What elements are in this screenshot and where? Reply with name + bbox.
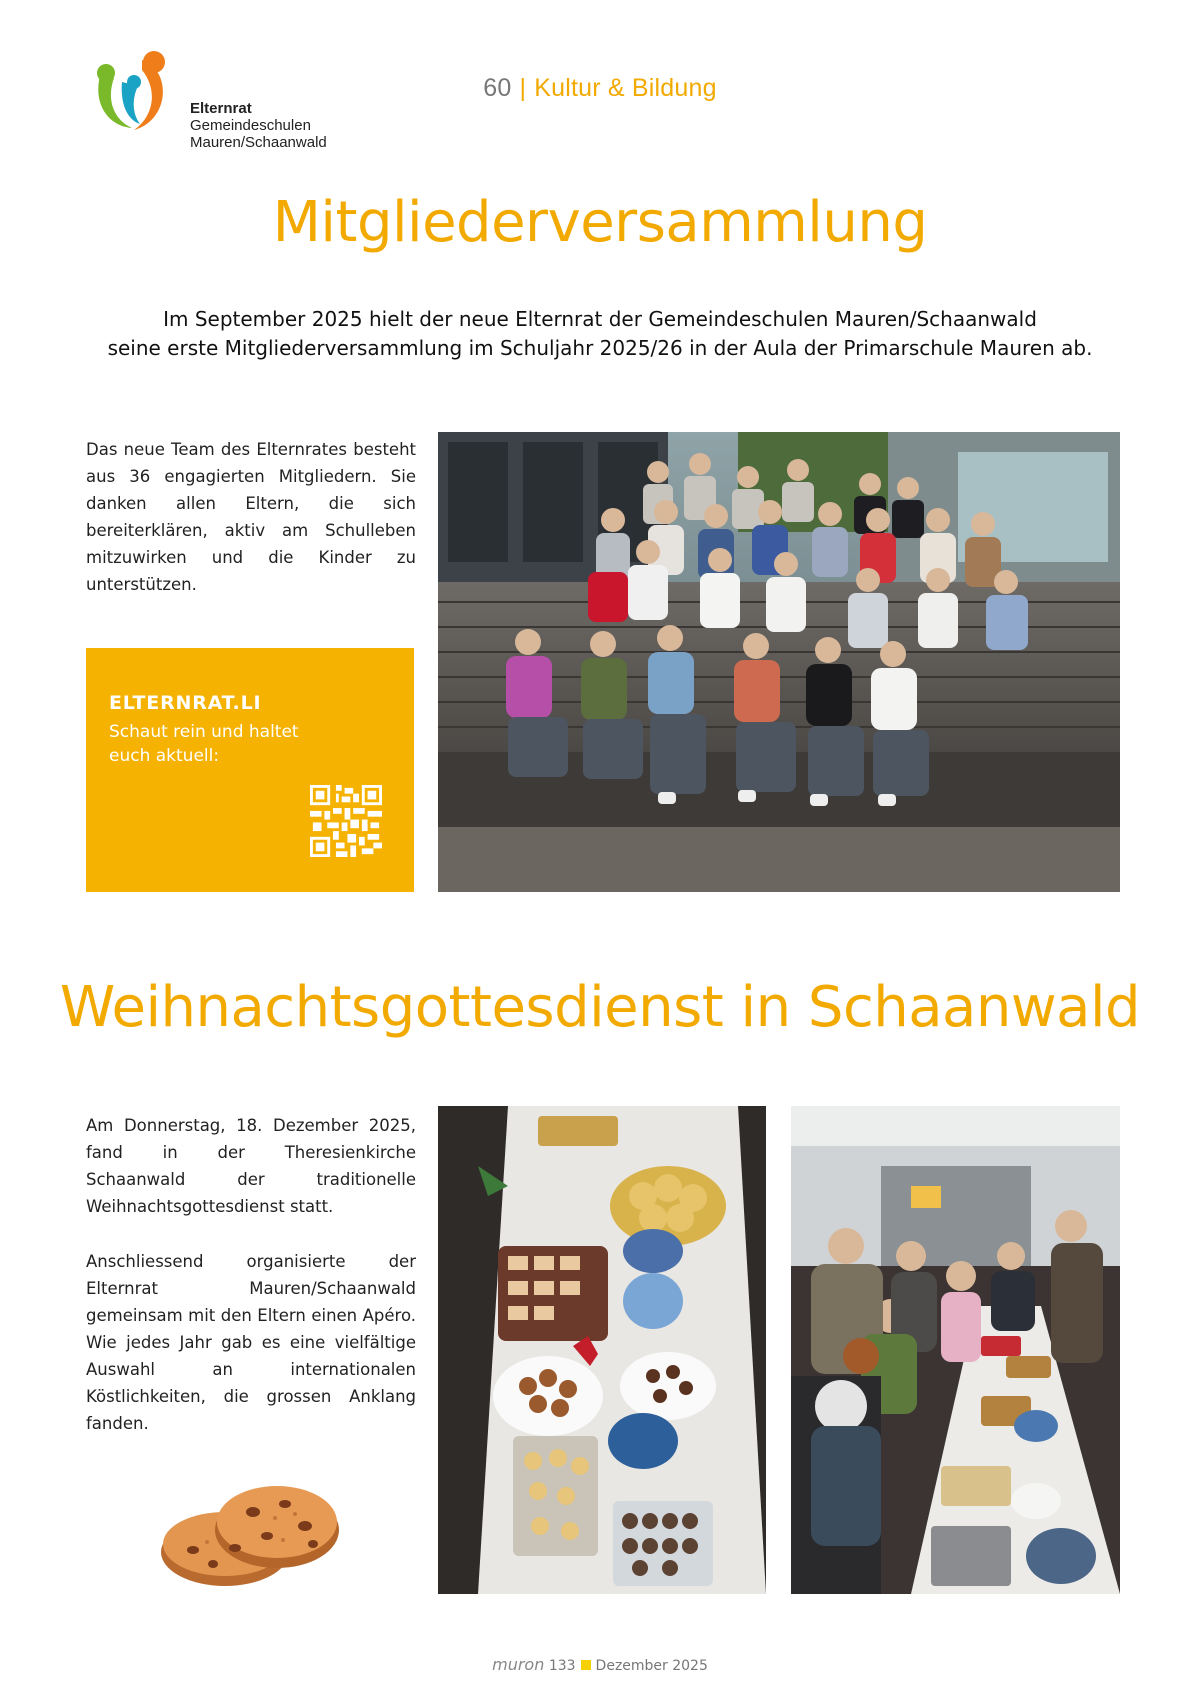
logo-line-3: Mauren/Schaanwald [190, 134, 327, 151]
logo-line-2: Gemeindeschulen [190, 117, 311, 134]
team-paragraph: Das neue Team des Elternrates besteht aus 36 engagierten Mitgliedern. Sie danken allen Eltern, die sich bereiterklären, aktiv am Schulleben mitzuwirken und die Kinder zu unterstützen. [86, 440, 416, 594]
page-footer [0, 1655, 1200, 1674]
article-title-mitgliederversammlung: Mitgliederversammlung [272, 190, 928, 255]
article-lead [60, 305, 1140, 363]
footer-brand: muron [492, 1655, 545, 1674]
callout-text: Schaut rein und haltet euch aktuell: [109, 722, 299, 766]
footer-issue: 133 [548, 1658, 576, 1674]
elternrat-logo [92, 50, 362, 160]
callout-title: ELTERNRAT.LI [109, 692, 262, 714]
website-callout-box [86, 648, 414, 892]
gottesdienst-paragraph-2: Anschliessend organisierte der Elternrat Mauren/Schaanwald gemeinsam mit den Eltern einen Apéro. Wie jedes Jahr gab es eine vielfältige Auswahl an internationalen Köstlichkeiten, die grossen Anklang fanden. [86, 1252, 416, 1433]
article-title-weihnachtsgottesdienst: Weihnachtsgottesdienst in Schaanwald [59, 975, 1141, 1040]
page-number: 60 [483, 74, 512, 102]
gottesdienst-paragraph-1: Am Donnerstag, 18. Dezember 2025, fand in der Theresienkirche Schaanwald der traditionelle Weihnachtsgottesdienst statt. [86, 1116, 416, 1216]
header-separator: | [519, 74, 527, 102]
page-header [0, 74, 1200, 103]
apero-crowd-photo [791, 1106, 1120, 1594]
qr-code-icon[interactable] [310, 785, 382, 857]
apero-buffet-photo [438, 1106, 766, 1594]
lead-line-1: Im September 2025 hielt der neue Elternrat der Gemeindeschulen Mauren/Schaanwald [163, 307, 1037, 331]
team-group-photo [438, 432, 1120, 892]
footer-square-icon [581, 1660, 591, 1670]
cookie-icon [155, 1478, 345, 1590]
footer-date: Dezember 2025 [595, 1658, 708, 1674]
logo-line-1: Elternrat [190, 100, 252, 117]
section-title: Kultur & Bildung [534, 74, 717, 102]
lead-line-2: seine erste Mitgliederversammlung im Schuljahr 2025/26 in der Aula der Primarschule Mauren ab. [107, 336, 1093, 360]
